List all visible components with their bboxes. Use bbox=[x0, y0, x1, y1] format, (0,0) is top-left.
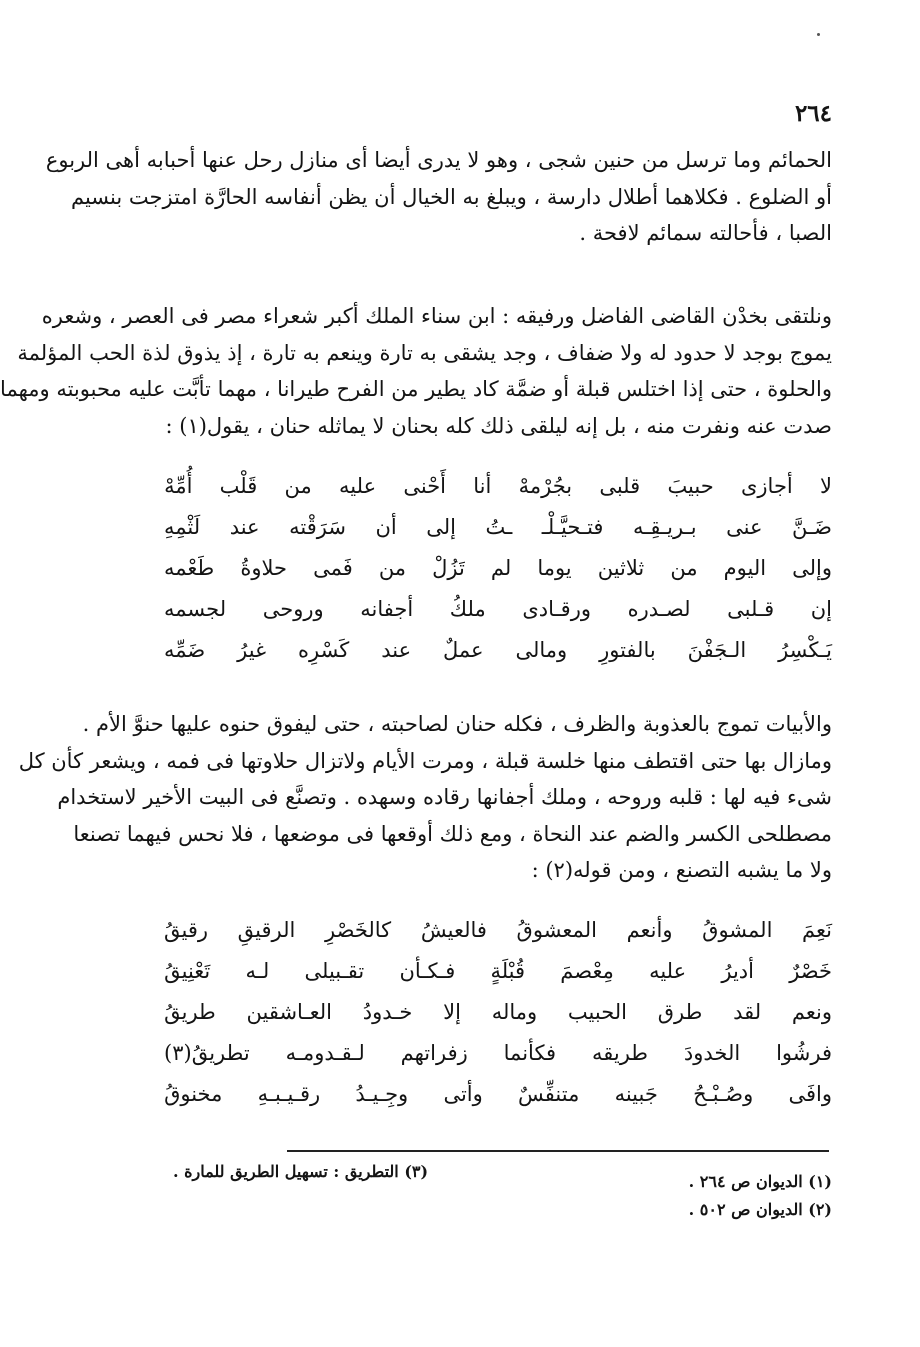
verse-word: عنى bbox=[726, 515, 763, 539]
verse-word: طريقُ bbox=[164, 1000, 216, 1024]
verse-row bbox=[164, 474, 832, 515]
verse-word: وافَى bbox=[788, 1082, 832, 1106]
verse-word: لقد bbox=[733, 1000, 762, 1024]
footnote-divider bbox=[287, 1150, 829, 1152]
verse-row bbox=[164, 1000, 832, 1041]
text-line: أو الضلوع . فكلاهما أطلال دارسة ، ويبلغ به الخيال أن يظن أنفاسه الحارَّة امتزجت بنسيم bbox=[70, 184, 832, 209]
verse-word: لـه bbox=[245, 959, 270, 983]
verse-word: من bbox=[670, 556, 698, 580]
poem-2 bbox=[164, 918, 832, 1123]
verse-word: أن bbox=[375, 515, 397, 539]
verse-word: بجُرْمهْ bbox=[518, 474, 573, 498]
verse-row bbox=[164, 597, 832, 638]
verse-word: العـاشقين bbox=[246, 1000, 332, 1024]
verse-word: عليه bbox=[649, 959, 687, 983]
verse-word: رقـيـبـهِ bbox=[257, 1082, 321, 1106]
text-line: والأبيات تموج بالعذوبة والظرف ، فكله حنان لصاحبته ، حتى ليفوق حنوه عليها حنوَّ الأم . bbox=[82, 712, 832, 736]
verse-word: خـدودُ bbox=[362, 1000, 413, 1024]
verse-word: ورقـادى bbox=[522, 597, 591, 621]
verse-word: فـكـأن bbox=[399, 959, 456, 983]
verse-word: سَرَقْته bbox=[289, 515, 346, 539]
verse-word: مِعْصمَ bbox=[560, 959, 614, 983]
verse-word: فتـحيَّـلْـ bbox=[541, 515, 604, 539]
verse-word: من bbox=[284, 474, 312, 498]
verse-word: قُبْلَةٍ bbox=[490, 959, 526, 983]
verse-word: المعشوقُ bbox=[516, 918, 597, 942]
verse-word: طرق bbox=[657, 1000, 703, 1024]
verse-word: يوما bbox=[537, 556, 572, 580]
verse-word: لَثْمِهِ bbox=[164, 515, 201, 539]
verse-word: إلى bbox=[426, 515, 456, 539]
verse-word: وأتى bbox=[443, 1082, 483, 1106]
verse-word: فرشُوا bbox=[776, 1041, 832, 1065]
verse-word: وجِـيـدُ bbox=[355, 1082, 409, 1106]
footnote-2: (٢) الديوان ص ٥٠٢ . bbox=[688, 1200, 832, 1219]
verse-word: قلبى bbox=[599, 474, 641, 498]
verse-word: عليه bbox=[339, 474, 377, 498]
verse-row bbox=[164, 959, 832, 1000]
verse-word: نَعِمَ bbox=[802, 918, 832, 942]
verse-row bbox=[164, 1082, 832, 1123]
verse-word: لا bbox=[820, 474, 832, 498]
text-line: الحمائم وما ترسل من حنين شجى ، وهو لا يدرى أيضا أى منازل رحل عنها أحبابه أهى الربوع bbox=[45, 148, 832, 172]
verse-word: اليوم bbox=[723, 556, 767, 580]
verse-word: لجسمه bbox=[164, 597, 227, 621]
footnote-1: (١) الديوان ص ٢٦٤ . bbox=[688, 1172, 832, 1191]
verse-word: لصـدره bbox=[627, 597, 691, 621]
verse-word: ضَـنَّ bbox=[792, 515, 832, 539]
verse-row bbox=[164, 556, 832, 597]
verse-word: كَسْرِه bbox=[297, 638, 350, 662]
verse-word: جَبينه bbox=[614, 1082, 658, 1106]
paragraph-1 bbox=[45, 142, 832, 252]
verse-word: قَلْب bbox=[219, 474, 258, 498]
verse-word: رقيقُ bbox=[164, 918, 209, 942]
verse-row bbox=[164, 515, 832, 556]
verse-word: حلاوةُ bbox=[240, 556, 287, 580]
text-line: ولا ما يشبه التصنع ، ومن قوله(٢) : bbox=[531, 858, 832, 882]
verse-word: حبيبَ bbox=[667, 474, 714, 498]
verse-word: وأنعم bbox=[626, 918, 673, 942]
verse-row bbox=[164, 638, 832, 679]
verse-word: وروحى bbox=[262, 597, 324, 621]
verse-word: زفراتهم bbox=[400, 1041, 468, 1065]
text-line: شىء فيه لها : قلبه وروحه ، وملك أجفانها رقاده وسهده . وتصنَّع فى البيت الأخير لاستخدام bbox=[57, 785, 832, 809]
verse-word: الخدودَ bbox=[683, 1041, 741, 1065]
verse-word: إلا bbox=[443, 1000, 461, 1024]
verse-word: طَعْمه bbox=[164, 556, 215, 580]
text-line: الصبا ، فأحالته سمائم لافحة . bbox=[579, 221, 832, 245]
verse-word: فَمى bbox=[313, 556, 353, 580]
verse-word: أُمِّهْ bbox=[164, 474, 193, 498]
verse-row bbox=[164, 1041, 832, 1082]
text-line: يموج بوجد لا حدود له ولا ضفاف ، وجد يشقى به تارة وينعم به تارة ، إذ يذوق لذة الحب المؤلمة bbox=[17, 340, 832, 365]
text-line: مصطلحى الكسر والضم عند النحاة ، ومع ذلك أوقعها فى موضعها ، فلا نحس فيهما تصنعا bbox=[73, 821, 832, 846]
text-line: صدت عنه ونفرت منه ، بل إنه ليلقى ذلك كله بحنان لا يماثله حنان ، يقول(١) : bbox=[165, 413, 832, 438]
verse-word: متنفِّسٌ bbox=[518, 1082, 580, 1106]
verse-word: تقـبيلى bbox=[304, 959, 365, 983]
verse-word: يَـكْسِرُ bbox=[778, 638, 832, 662]
text-line: ومازال بها حتى اقتطف منها خلسة قبلة ، ومرت الأيام ولاتزال حلاوتها فى فمه ، ويشعر كأن كل bbox=[18, 748, 832, 773]
verse-word: الرقيقِ bbox=[237, 918, 296, 942]
verse-word: وماله bbox=[491, 1000, 538, 1024]
verse-word: كالخَصْرِ bbox=[325, 918, 392, 942]
verse-word: أجفانه bbox=[360, 597, 414, 621]
text-line: والحلوة ، حتى إذا اختلس قبلة أو ضمَّة كاد يطير من الفرح طيرانا ، مهما تأبَّت عليه محبوبته ومهما bbox=[0, 377, 832, 401]
verse-word: خَصْرٌ bbox=[789, 959, 832, 983]
verse-word: الـجَفْنَ bbox=[687, 638, 747, 662]
verse-word: عند bbox=[381, 638, 412, 662]
verse-word: وصُـبْـحُ bbox=[693, 1082, 754, 1106]
verse-word: تطريقُ(٣) bbox=[164, 1041, 250, 1065]
page-number: ٢٦٤ bbox=[794, 100, 832, 127]
verse-word: ونعم bbox=[791, 1000, 832, 1024]
scan-dot bbox=[817, 33, 820, 36]
verse-word: فكأنما bbox=[503, 1041, 557, 1065]
verse-word: من bbox=[378, 556, 407, 580]
paragraph-2 bbox=[0, 298, 832, 444]
verse-word: لـقـدومـه bbox=[285, 1041, 365, 1065]
verse-word: المشوقُ bbox=[702, 918, 773, 942]
verse-word: بالفتورِ bbox=[599, 638, 656, 662]
verse-word: لم bbox=[490, 556, 512, 580]
verse-word: ثلاثين bbox=[597, 556, 645, 580]
verse-word: مخنوقُ bbox=[164, 1082, 223, 1106]
verse-word: ضَمِّه bbox=[164, 638, 206, 662]
verse-word: تَزُلْ bbox=[432, 556, 465, 580]
poem-1 bbox=[164, 474, 832, 679]
verse-word: إن bbox=[810, 597, 832, 621]
verse-word: ـتُ bbox=[485, 515, 513, 539]
verse-row bbox=[164, 918, 832, 959]
verse-word: ومالى bbox=[515, 638, 568, 662]
verse-word: أنا bbox=[473, 474, 492, 498]
verse-word: عند bbox=[229, 515, 260, 539]
verse-word: الحبيب bbox=[567, 1000, 627, 1024]
verse-word: أَحْنى bbox=[403, 474, 447, 498]
verse-word: ملكُ bbox=[449, 597, 486, 621]
verse-word: عملٌ bbox=[443, 638, 484, 662]
footnote-3: (٣) التطريق : تسهيل الطريق للمارة . bbox=[173, 1162, 429, 1181]
text-line: ونلتقى بخدْن القاضى الفاضل ورفيقه : ابن سناء الملك أكبر شعراء مصر فى العصر ، وشعره bbox=[41, 304, 832, 328]
verse-word: وإلى bbox=[792, 556, 832, 580]
verse-word: طريقه bbox=[591, 1041, 648, 1065]
verse-word: تَعْنِيقُ bbox=[164, 959, 211, 983]
verse-word: غيرُ bbox=[237, 638, 267, 662]
verse-word: فالعيشُ bbox=[420, 918, 487, 942]
verse-word: قـلبى bbox=[727, 597, 775, 621]
paragraph-3 bbox=[18, 706, 832, 889]
verse-word: أديرُ bbox=[721, 959, 754, 983]
verse-word: بـريـقِـه bbox=[632, 515, 697, 539]
verse-word: أجازى bbox=[740, 474, 793, 498]
